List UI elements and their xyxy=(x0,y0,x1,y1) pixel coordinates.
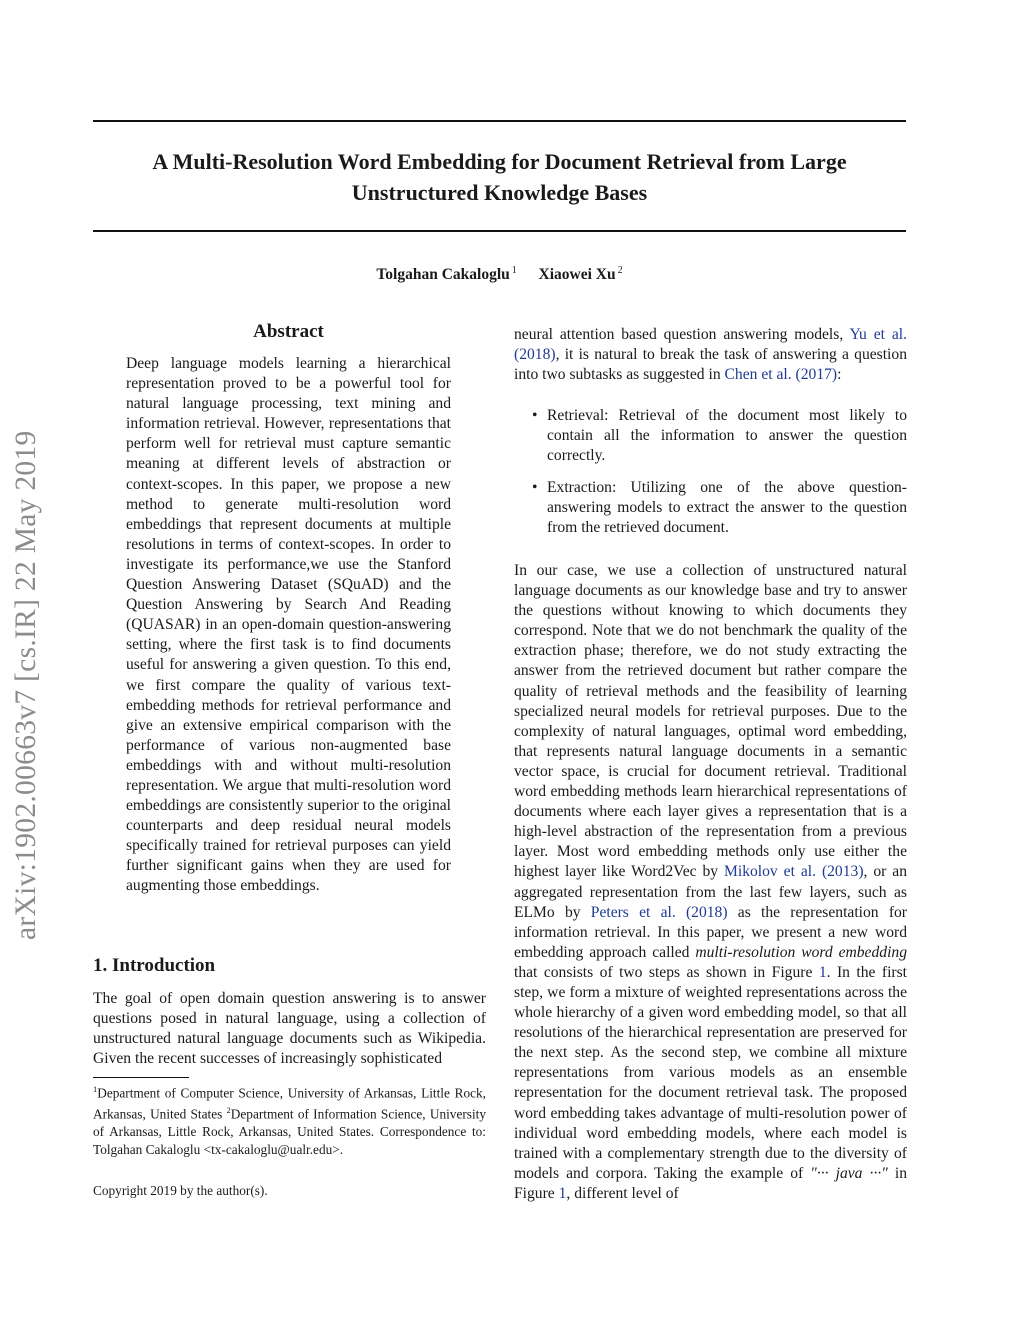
citation-link[interactable]: Chen et al. (2017) xyxy=(724,366,838,384)
citation-link[interactable]: Peters et al. (2018) xyxy=(590,903,728,921)
bullet-icon: • xyxy=(532,479,538,497)
abstract-text: Deep language models learning a hierarchical representation proved to be a powerful tool for natural language processing, text mining and information retrieval. However, representations that perform well for retrieval must capture semantic meaning at different levels of abstraction or context-scopes. In this paper, we propose a new method to generate multi-resolution word embeddings that represent documents at multiple resolutions in terms of context-scopes. In order to investigate its performance,we use the Stanford Question Answering Dataset (SQuAD) and the Question Answering by Search And Reading (QUASAR) in an open-domain question-answering setting, where the first task is to find documents useful for answering a given question. To this end, we first compare the quality of various text-embedding methods for retrieval performance and give an extensive empirical comparison with the performance of various non-augmented base embeddings with and without multi-resolution representation. We argue that multi-resolution word embeddings are consistently superior to the original counterparts and deep residual neural models specifically trained for retrieval purposes can yield further significant gains when they are used for augmenting those embeddings. xyxy=(126,355,451,895)
footnote-mark: 1 xyxy=(93,1084,98,1094)
figure-reference-link[interactable]: 1 xyxy=(558,1184,567,1202)
affiliation-footnote xyxy=(93,1081,486,1158)
footnote-affiliation-1: Department of Computer Science, University of Arkansas, Little Rock, Arkansas, United States xyxy=(93,1085,486,1122)
list-item xyxy=(514,406,907,466)
paper-title xyxy=(93,146,906,208)
author-name: Xiaowei Xu xyxy=(538,266,616,284)
title-line-1: A Multi-Resolution Word Embedding for Document Retrieval from Large xyxy=(152,149,847,174)
paragraph-text: , different level of xyxy=(566,1184,679,1202)
introduction-paragraph: The goal of open domain question answering is to answer questions posed in natural language, using a collection of unstructured natural language documents such as Wikipedia. Given the recent successes of increasingly sophisticated xyxy=(93,990,486,1068)
paragraph-text: . In the first step, we form a mixture of weighted representations across the whole hierarchy of a given word embedding model, so that all resolutions of the hierarchical representation are preserved for the next step. As the second step, we combine all mixture representations from various models as an ensemble representation for the document retrieval task. The proposed word embedding takes advantage of multi-resolution power of individual word embedding models, where each model is trained with a complementary strength due to the diversity of models and corpora. Taking the example of xyxy=(514,963,907,1182)
introduction-paragraph xyxy=(514,561,907,1204)
footnote-rule xyxy=(93,1077,189,1078)
abstract-heading: Abstract xyxy=(253,321,324,342)
bullet-icon: • xyxy=(532,407,538,424)
list-item-text: Retrieval: Retrieval of the document most likely to contain all the information to answer the question correctly. xyxy=(547,407,907,465)
arxiv-identifier-stamp: arXiv:1902.00663v7 [cs.IR] 22 May 2019 xyxy=(10,430,42,940)
author-list xyxy=(93,265,906,284)
citation-link[interactable]: Yu et al. (2018) xyxy=(514,326,907,364)
author-name: Tolgahan Cakaloglu xyxy=(376,266,510,284)
footnote-mark: 2 xyxy=(226,1105,231,1116)
paragraph-text: In our case, we use a collection of unstructured natural language documents as our knowledge base and try to answer the questions without knowing to which documents they correspond. Note that we do not benchmark the quality of the extraction phase; therefore, we do not study extracting the answer from the retrieved document but rather compare the quality of retrieval methods and the feasibility of learning specialized neural models for retrieval purposes. Due to the complexity of natural languages, optimal word embedding, that represents natural language documents in a semantic vector space, is crucial for document retrieval. Traditional word embedding methods learn hierarchical representations of documents where each layer gives a representation that is a high-level abstraction of the representation from a previous layer. Most word embedding methods only use either the highest layer like Word2Vec by xyxy=(514,562,907,881)
paragraph-text: , it is natural to break the task of answering a question into two subtasks as suggested in xyxy=(514,346,907,384)
emphasized-term: multi-resolution word embedding xyxy=(695,943,907,961)
paragraph-text: , or an aggregated representation from the last few layers, such as ELMo by xyxy=(514,863,907,921)
figure-reference-link[interactable]: 1 xyxy=(818,963,827,981)
title-rule-top xyxy=(93,120,906,122)
list-item xyxy=(514,478,907,538)
paragraph-text: neural attention based question answering models, xyxy=(514,326,850,343)
copyright-notice: Copyright 2019 by the author(s). xyxy=(93,1183,268,1198)
title-rule-bottom xyxy=(93,230,906,232)
paragraph-text: in Figure xyxy=(514,1164,908,1202)
example-phrase: "··· java ···" xyxy=(810,1164,888,1182)
subtask-list xyxy=(514,406,907,551)
paragraph-text: that consists of two steps as shown in Figure xyxy=(514,963,819,981)
author-affiliation-mark: 1 xyxy=(511,265,517,276)
paragraph-text: : xyxy=(837,366,842,384)
list-item-text: Extraction: Utilizing one of the above question-answering models to extract the answer to the question from the retrieved document. xyxy=(547,479,907,537)
introduction-heading: 1. Introduction xyxy=(93,955,216,976)
footnote-affiliation-2: Department of Information Science, University of Arkansas, Little Rock, Arkansas, United States. Correspondence to: Tolgahan Cakaloglu <tx-cakaloglu@ualr.edu>. xyxy=(93,1106,486,1157)
title-line-2: Unstructured Knowledge Bases xyxy=(351,180,648,205)
introduction-paragraph-continued xyxy=(514,325,907,385)
paragraph-text: as the representation for information retrieval. In this paper, we present a new word embedding approach called xyxy=(514,903,907,961)
citation-link[interactable]: Mikolov et al. (2013) xyxy=(724,863,864,881)
author-affiliation-mark: 2 xyxy=(617,265,623,276)
